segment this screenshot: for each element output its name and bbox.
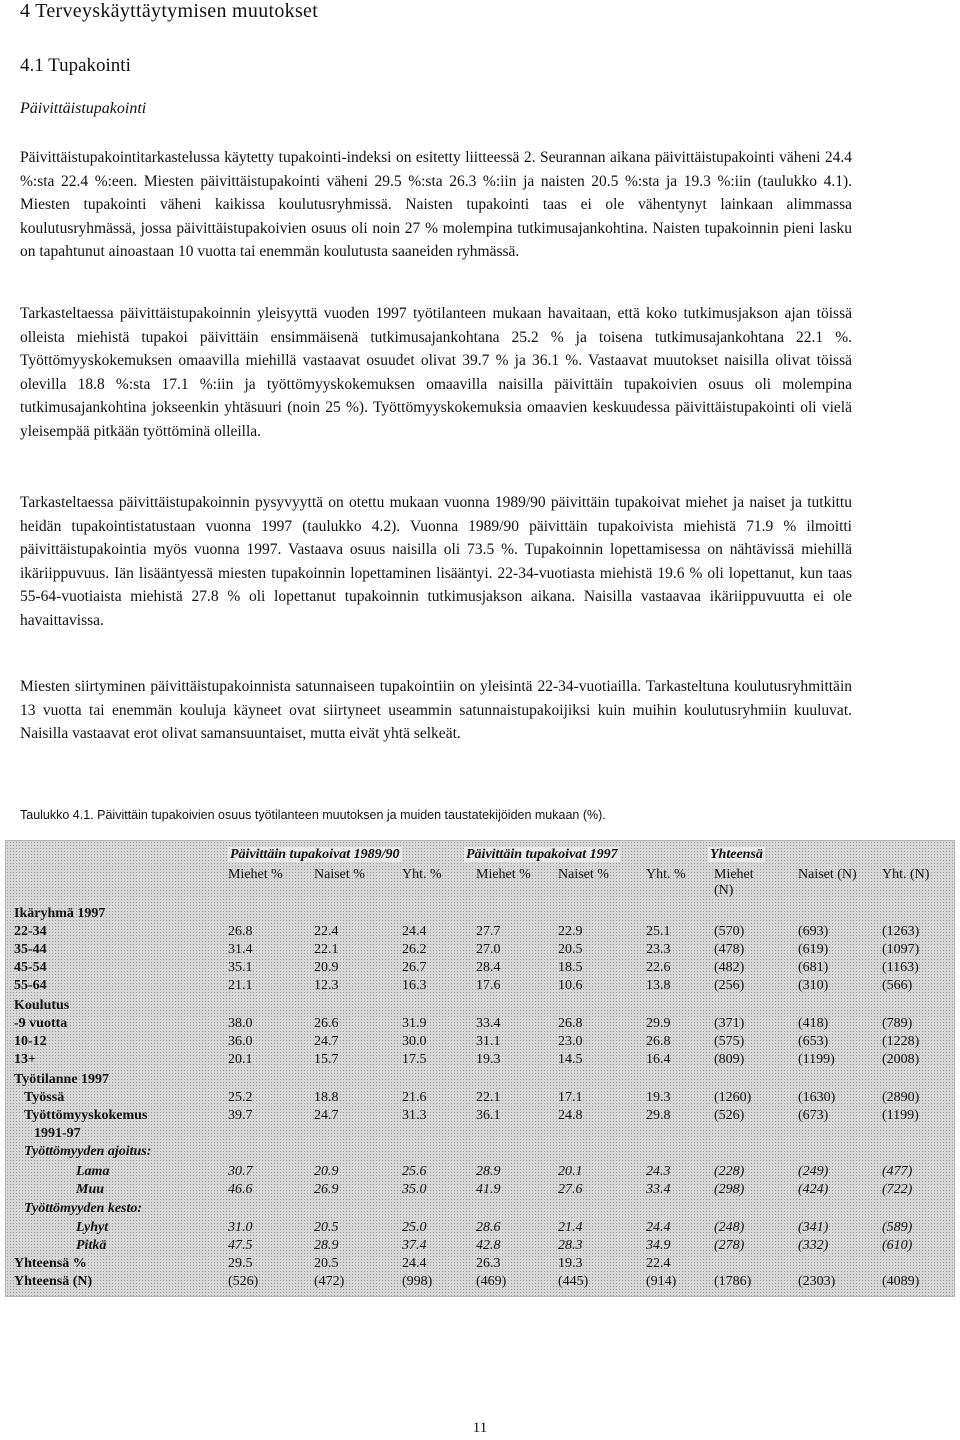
table-cell: 38.0 (228, 1016, 253, 1031)
table-cell: (1199) (882, 1108, 919, 1123)
col-header: Miehet (N) (714, 867, 754, 898)
table-cell: (526) (228, 1274, 259, 1289)
table-cell: 33.4 (476, 1016, 501, 1031)
subsection-heading: 4.1 Tupakointi (20, 55, 131, 76)
table-cell: 28.9 (476, 1164, 501, 1179)
table-cell: 37.4 (402, 1238, 427, 1253)
table-cell: 12.3 (314, 978, 339, 993)
table-cell: (371) (714, 1016, 745, 1031)
table-cell: (1630) (798, 1090, 836, 1105)
table-cell: 20.5 (314, 1256, 339, 1271)
table-cell: (681) (798, 960, 829, 975)
row-label: Ikäryhmä 1997 (14, 906, 106, 921)
table-cell: 28.6 (476, 1220, 501, 1235)
table-cell: 10.6 (558, 978, 583, 993)
table-cell: 13.8 (646, 978, 671, 993)
table-cell: 19.3 (646, 1090, 671, 1105)
table-cell: 26.8 (646, 1034, 671, 1049)
table-cell: (249) (798, 1164, 829, 1179)
table-cell: 22.6 (646, 960, 671, 975)
col-header: Naiset (N) (798, 867, 857, 882)
table-cell: 19.3 (558, 1256, 583, 1271)
row-label: Työttömyyskokemus (24, 1108, 148, 1123)
table-cell: 19.3 (476, 1052, 501, 1067)
paragraph-1: Päivittäistupakointitarkastelussa käytetty tupakointi-indeksi on esitetty liitteessä 2. Seurannan aikana päivittäistupakointi väheni 24.4 %:sta 22.4 %:een. Miesten päivittäistupakointi väheni 29.5 %:sta 26.3 %:iin ja naisten 20.5 %:sta ja 19.3 %:iin (taulukko 4.1). Miesten tupakointi väheni kaikissa koulutusryhmissä. Naisten tupakointi taas ei ole vähentynyt lainkaan alimmassa koulutusryhmässä, jossa päivittäistupakoivien osuus oli noin 27 % molempina tutkimusajankohtina. Naisten tupakoinnin pieni lasku on tapahtunut ainoastaan 10 vuotta tai enemmän koulutusta saaneiden ryhmässä. (20, 149, 852, 260)
table-cell: 16.4 (646, 1052, 671, 1067)
table-cell: 41.9 (476, 1182, 501, 1197)
col-header: Naiset % (314, 867, 365, 882)
table-cell: 29.9 (646, 1016, 671, 1031)
row-label: Lama (76, 1164, 110, 1179)
table-cell: (482) (714, 960, 745, 975)
table-cell: 16.3 (402, 978, 427, 993)
table-cell: (914) (646, 1274, 677, 1289)
paragraph-2: Tarkasteltaessa päivittäistupakoinnin yleisyyttä vuoden 1997 työtilanteen mukaan havaitaan, että koko tutkimusjakson ajan töissä olleista miehistä tupakoi päivittäin ensimmäisenä tutkimusajankohtana 25.2 % ja toisena tutkimusajankohtana 22.1 %. Työttömyyskokemuksen omaavilla miehillä vastaavat osuudet olivat 39.7 % ja 36.1 %. Vastaavat muutokset naisilla olivat töissä olevilla 18.8 %:sta 17.1 %:iin ja työttömyyskokemuksen omaavilla naisilla päivittäin tupakoivien osuus oli molempina tutkimusajankohtina jokseenkin yhtäsuuri (noin 25 %). Työttömyyskokemuksia omaavien keskuudessa päivittäistupakointi oli vielä yleisempää pitkään työttöminä olleilla. (20, 305, 852, 440)
table-cell: (619) (798, 942, 829, 957)
table-cell: 24.8 (558, 1108, 583, 1123)
row-label: Työssä (24, 1090, 65, 1105)
table-cell: 25.6 (402, 1164, 427, 1179)
section-heading: 4 Terveyskäyttäytymisen muutokset (20, 0, 319, 22)
table-cell: (722) (882, 1182, 913, 1197)
data-table (5, 840, 955, 1297)
table-cell: (673) (798, 1108, 829, 1123)
table-cell: 28.3 (558, 1238, 583, 1253)
table-cell: (566) (882, 978, 913, 993)
table-cell: 20.5 (558, 942, 583, 957)
row-label: Pitkä (76, 1238, 107, 1253)
table-cell: 31.3 (402, 1108, 427, 1123)
table-cell: (1163) (882, 960, 919, 975)
table-cell: 23.3 (646, 942, 671, 957)
table-cell: 30.0 (402, 1034, 427, 1049)
table-cell: 28.4 (476, 960, 501, 975)
row-label: 1991-97 (34, 1126, 81, 1141)
table-cell: 26.3 (476, 1256, 501, 1271)
row-label: 35-44 (14, 942, 47, 957)
table-cell: 35.0 (402, 1182, 427, 1197)
table-cell: 31.4 (228, 942, 253, 957)
table-cell: (472) (314, 1274, 345, 1289)
table-cell: 20.9 (314, 960, 339, 975)
table-cell: 22.4 (314, 924, 339, 939)
row-label: Yhteensä (N) (14, 1274, 93, 1289)
table-cell: 21.1 (228, 978, 253, 993)
col-header: Miehet % (476, 867, 531, 882)
group-header-1989: Päivittäin tupakoivat 1989/90 (230, 847, 400, 862)
table-cell: 22.1 (476, 1090, 501, 1105)
col-header: Yht. % (646, 867, 686, 882)
table-cell: 24.4 (646, 1220, 671, 1235)
table-cell: 47.5 (228, 1238, 253, 1253)
paragraph-3: Tarkasteltaessa päivittäistupakoinnin pysyvyyttä on otettu mukaan vuonna 1989/90 päivittäin tupakoivat miehet ja naiset ja tutkittu heidän tupakointistatustaan vuonna 1997 (taulukko 4.2). Vuonna 1989/90 päivittäin tupakoivista miehistä 71.9 % ilmoitti päivittäistupakointia myös vuonna 1997. Vastaava osuus naisilla oli 73.5 %. Tupakoinnin lopettamisessa on nähtävissä miehillä ikäriippuvuus. Iän lisääntyessä miesten tupakoinnin lopettaminen lisääntyi. 22-34-vuotiasta miehistä 19.6 % oli lopettanut, kun taas 55-64-vuotiaista miehistä 27.8 % oli lopettanut tupakoinnin tutkimusjakson aikana. Naisilla vastaavaa ikäriippuvuutta ei ole havaittavissa. (20, 494, 852, 629)
table-cell: 46.6 (228, 1182, 253, 1197)
table-cell: 27.6 (558, 1182, 583, 1197)
table-cell: (477) (882, 1164, 913, 1179)
table-cell: 20.5 (314, 1220, 339, 1235)
table-cell: 22.9 (558, 924, 583, 939)
table-cell: 17.5 (402, 1052, 427, 1067)
table-caption: Taulukko 4.1. Päivittäin tupakoivien osuus työtilanteen muutoksen ja muiden taustatekijöiden mukaan (%). (20, 808, 606, 822)
table-cell: 26.7 (402, 960, 427, 975)
table-cell: (2890) (882, 1090, 920, 1105)
row-label: -9 vuotta (14, 1016, 68, 1031)
table-cell: (424) (798, 1182, 829, 1197)
table-cell: 14.5 (558, 1052, 583, 1067)
table-cell: 24.4 (402, 924, 427, 939)
table-cell: 28.9 (314, 1238, 339, 1253)
row-label: 45-54 (14, 960, 47, 975)
group-header-total: Yhteensä (710, 847, 763, 862)
table-cell: 25.1 (646, 924, 671, 939)
table-cell: 27.7 (476, 924, 501, 939)
table-cell: (2303) (798, 1274, 836, 1289)
table-cell: 31.1 (476, 1034, 501, 1049)
table-cell: 21.6 (402, 1090, 427, 1105)
subsubsection-heading: Päivittäistupakointi (20, 100, 147, 117)
col-header: Miehet % (228, 867, 283, 882)
table-cell: 26.8 (558, 1016, 583, 1031)
table-cell: (693) (798, 924, 829, 939)
table-cell: (469) (476, 1274, 507, 1289)
table-cell: 25.0 (402, 1220, 427, 1235)
col-header: Yht. % (402, 867, 442, 882)
table-cell: 36.1 (476, 1108, 501, 1123)
table-cell: 24.7 (314, 1108, 339, 1123)
table-cell: (1263) (882, 924, 920, 939)
row-label: Työtilanne 1997 (14, 1072, 110, 1087)
table-cell: 20.1 (558, 1164, 583, 1179)
table-cell: 36.0 (228, 1034, 253, 1049)
table-cell: 20.1 (228, 1052, 253, 1067)
table-cell: (4089) (882, 1274, 920, 1289)
table-cell: (278) (714, 1238, 745, 1253)
table-cell: 42.8 (476, 1238, 501, 1253)
table-cell: (610) (882, 1238, 913, 1253)
table-cell: 39.7 (228, 1108, 253, 1123)
table-cell: (1097) (882, 942, 920, 957)
table-cell: (1199) (798, 1052, 835, 1067)
table-cell: (809) (714, 1052, 745, 1067)
table-cell: (653) (798, 1034, 829, 1049)
table-cell: 30.7 (228, 1164, 253, 1179)
table-cell: 34.9 (646, 1238, 671, 1253)
table-cell: (228) (714, 1164, 745, 1179)
table-cell: 18.5 (558, 960, 583, 975)
table-cell: (332) (798, 1238, 829, 1253)
row-label: 10-12 (14, 1034, 47, 1049)
table-cell: (310) (798, 978, 829, 993)
table-cell: 24.4 (402, 1256, 427, 1271)
table-cell: 26.8 (228, 924, 253, 939)
table-cell: 27.0 (476, 942, 501, 957)
table-cell: (1260) (714, 1090, 752, 1105)
row-label: Lyhyt (76, 1220, 109, 1235)
paragraph-4: Miesten siirtyminen päivittäistupakoinnista satunnaiseen tupakointiin on yleisintä 22-34-vuotiailla. Tarkasteltuna koulutusryhmittäin 13 vuotta tai enemmän kouluja käyneet ovat siirtyneet useammin satunnaistupakoijiksi kuin muihin koulutusryhmiin kuuluvat. Naisilla vastaavat erot olivat samansuuntaiset, mutta eivät yhtä selkeät. (20, 678, 852, 742)
col-header: Naiset % (558, 867, 609, 882)
table-cell: 31.9 (402, 1016, 427, 1031)
table-cell: (256) (714, 978, 745, 993)
table-cell: 21.4 (558, 1220, 583, 1235)
table-cell: 33.4 (646, 1182, 671, 1197)
table-cell: (248) (714, 1220, 745, 1235)
row-label: Muu (76, 1182, 105, 1197)
table-cell: (341) (798, 1220, 829, 1235)
row-label: Työttömyyden kesto: (24, 1201, 143, 1216)
table-cell: 26.2 (402, 942, 427, 957)
row-label: Koulutus (14, 998, 70, 1013)
table-cell: 17.1 (558, 1090, 583, 1105)
table-cell: (445) (558, 1274, 589, 1289)
table-cell: 22.1 (314, 942, 339, 957)
table-cell: 24.3 (646, 1164, 671, 1179)
table-cell: (1228) (882, 1034, 920, 1049)
table-cell: (2008) (882, 1052, 920, 1067)
table-cell: (575) (714, 1034, 745, 1049)
row-label: 22-34 (14, 924, 47, 939)
row-label: 55-64 (14, 978, 47, 993)
table-cell: (298) (714, 1182, 745, 1197)
table-cell: 25.2 (228, 1090, 253, 1105)
table-cell: 20.9 (314, 1164, 339, 1179)
row-label: 13+ (14, 1052, 36, 1067)
table-cell: (789) (882, 1016, 913, 1031)
row-label: Työttömyyden ajoitus: (24, 1144, 152, 1159)
table-cell: 29.8 (646, 1108, 671, 1123)
table-cell: 29.5 (228, 1256, 253, 1271)
table-cell: 15.7 (314, 1052, 339, 1067)
table-cell: 18.8 (314, 1090, 339, 1105)
table-cell: (1786) (714, 1274, 752, 1289)
table-cell: 23.0 (558, 1034, 583, 1049)
table-cell: 24.7 (314, 1034, 339, 1049)
table-cell: 22.4 (646, 1256, 671, 1271)
group-header-1997: Päivittäin tupakoivat 1997 (466, 847, 618, 862)
row-label: Yhteensä % (14, 1256, 87, 1271)
table-cell: (418) (798, 1016, 829, 1031)
table-cell: (570) (714, 924, 745, 939)
page-number: 11 (472, 1420, 488, 1436)
table-cell: (478) (714, 942, 745, 957)
col-header: Yht. (N) (882, 867, 930, 882)
table-cell: 26.6 (314, 1016, 339, 1031)
table-cell: (998) (402, 1274, 433, 1289)
table-cell: 31.0 (228, 1220, 253, 1235)
table-cell: 17.6 (476, 978, 501, 993)
table-cell: (526) (714, 1108, 745, 1123)
table-cell: 35.1 (228, 960, 253, 975)
table-cell: (589) (882, 1220, 913, 1235)
table-cell: 26.9 (314, 1182, 339, 1197)
